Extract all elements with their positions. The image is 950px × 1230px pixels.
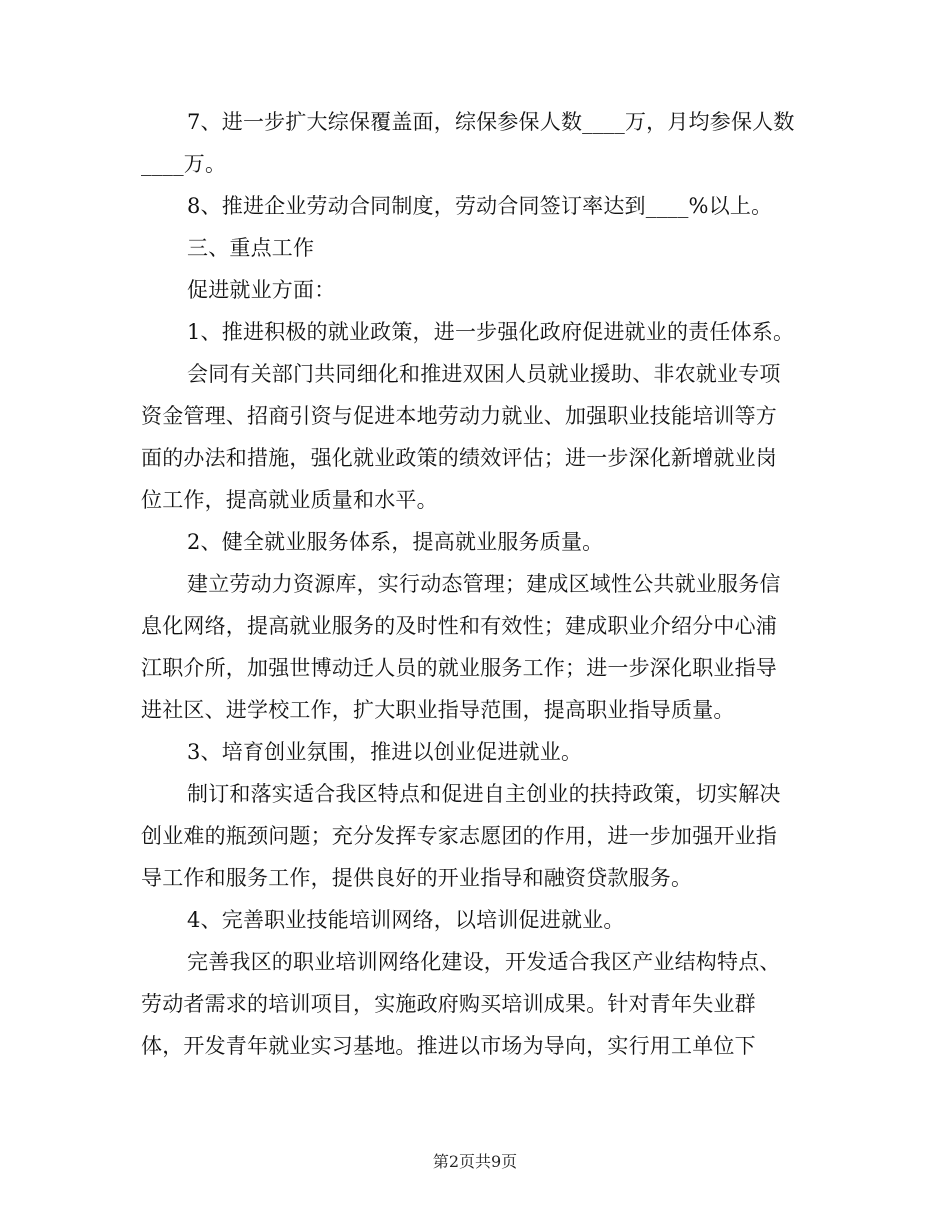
text-line: 会同有关部门共同细化和推进双困人员就业援助、非农就业专项 xyxy=(187,362,781,386)
text-line: 制订和落实适合我区特点和促进自主创业的扶持政策，切实解决 xyxy=(187,782,781,806)
text-line: 三、重点工作 xyxy=(187,236,315,260)
text-line: 劳动者需求的培训项目，实施政府购买培训成果。针对青年失业群 xyxy=(141,992,756,1016)
text-line: 体，开发青年就业实习基地。推进以市场为导向，实行用工单位下 xyxy=(141,1034,756,1058)
text-line: 创业难的瓶颈问题；充分发挥专家志愿团的作用，进一步加强开业指 xyxy=(141,824,777,848)
text-line: 位工作，提高就业质量和水平。 xyxy=(141,488,438,512)
text-line: 面的办法和措施，强化就业政策的绩效评估；进一步深化新增就业岗 xyxy=(141,446,777,470)
text-line: 息化网络，提高就业服务的及时性和有效性；建成职业介绍分中心浦 xyxy=(141,614,777,638)
document-body xyxy=(141,101,821,1067)
text-line: 7、进一步扩大综保覆盖面，综保参保人数____万，月均参保人数 xyxy=(187,110,795,134)
text-line: 4、完善职业技能培训网络，以培训促进就业。 xyxy=(187,908,625,932)
text-line: 1、推进积极的就业政策，进一步强化政府促进就业的责任体系。 xyxy=(187,320,795,344)
text-line: 江职介所，加强世博动迁人员的就业服务工作；进一步深化职业指导 xyxy=(141,656,777,680)
text-line: ____万。 xyxy=(141,152,227,176)
text-line: 2、健全就业服务体系，提高就业服务质量。 xyxy=(187,530,604,554)
text-line: 进社区、进学校工作，扩大职业指导范围，提高职业指导质量。 xyxy=(141,698,735,722)
text-line: 资金管理、招商引资与促进本地劳动力就业、加强职业技能培训等方 xyxy=(141,404,777,428)
page-number: 第2页共9页 xyxy=(432,1152,518,1171)
text-line: 8、推进企业劳动合同制度，劳动合同签订率达到____%以上。 xyxy=(187,194,773,218)
text-line: 建立劳动力资源库，实行动态管理；建成区域性公共就业服务信 xyxy=(187,572,781,596)
text-line: 导工作和服务工作，提供良好的开业指导和融资贷款服务。 xyxy=(141,866,693,890)
text-line: 完善我区的职业培训网络化建设，开发适合我区产业结构特点、 xyxy=(187,950,781,974)
text-line: 3、培育创业氛围，推进以创业促进就业。 xyxy=(187,740,583,764)
text-line: 促进就业方面： xyxy=(187,278,336,302)
